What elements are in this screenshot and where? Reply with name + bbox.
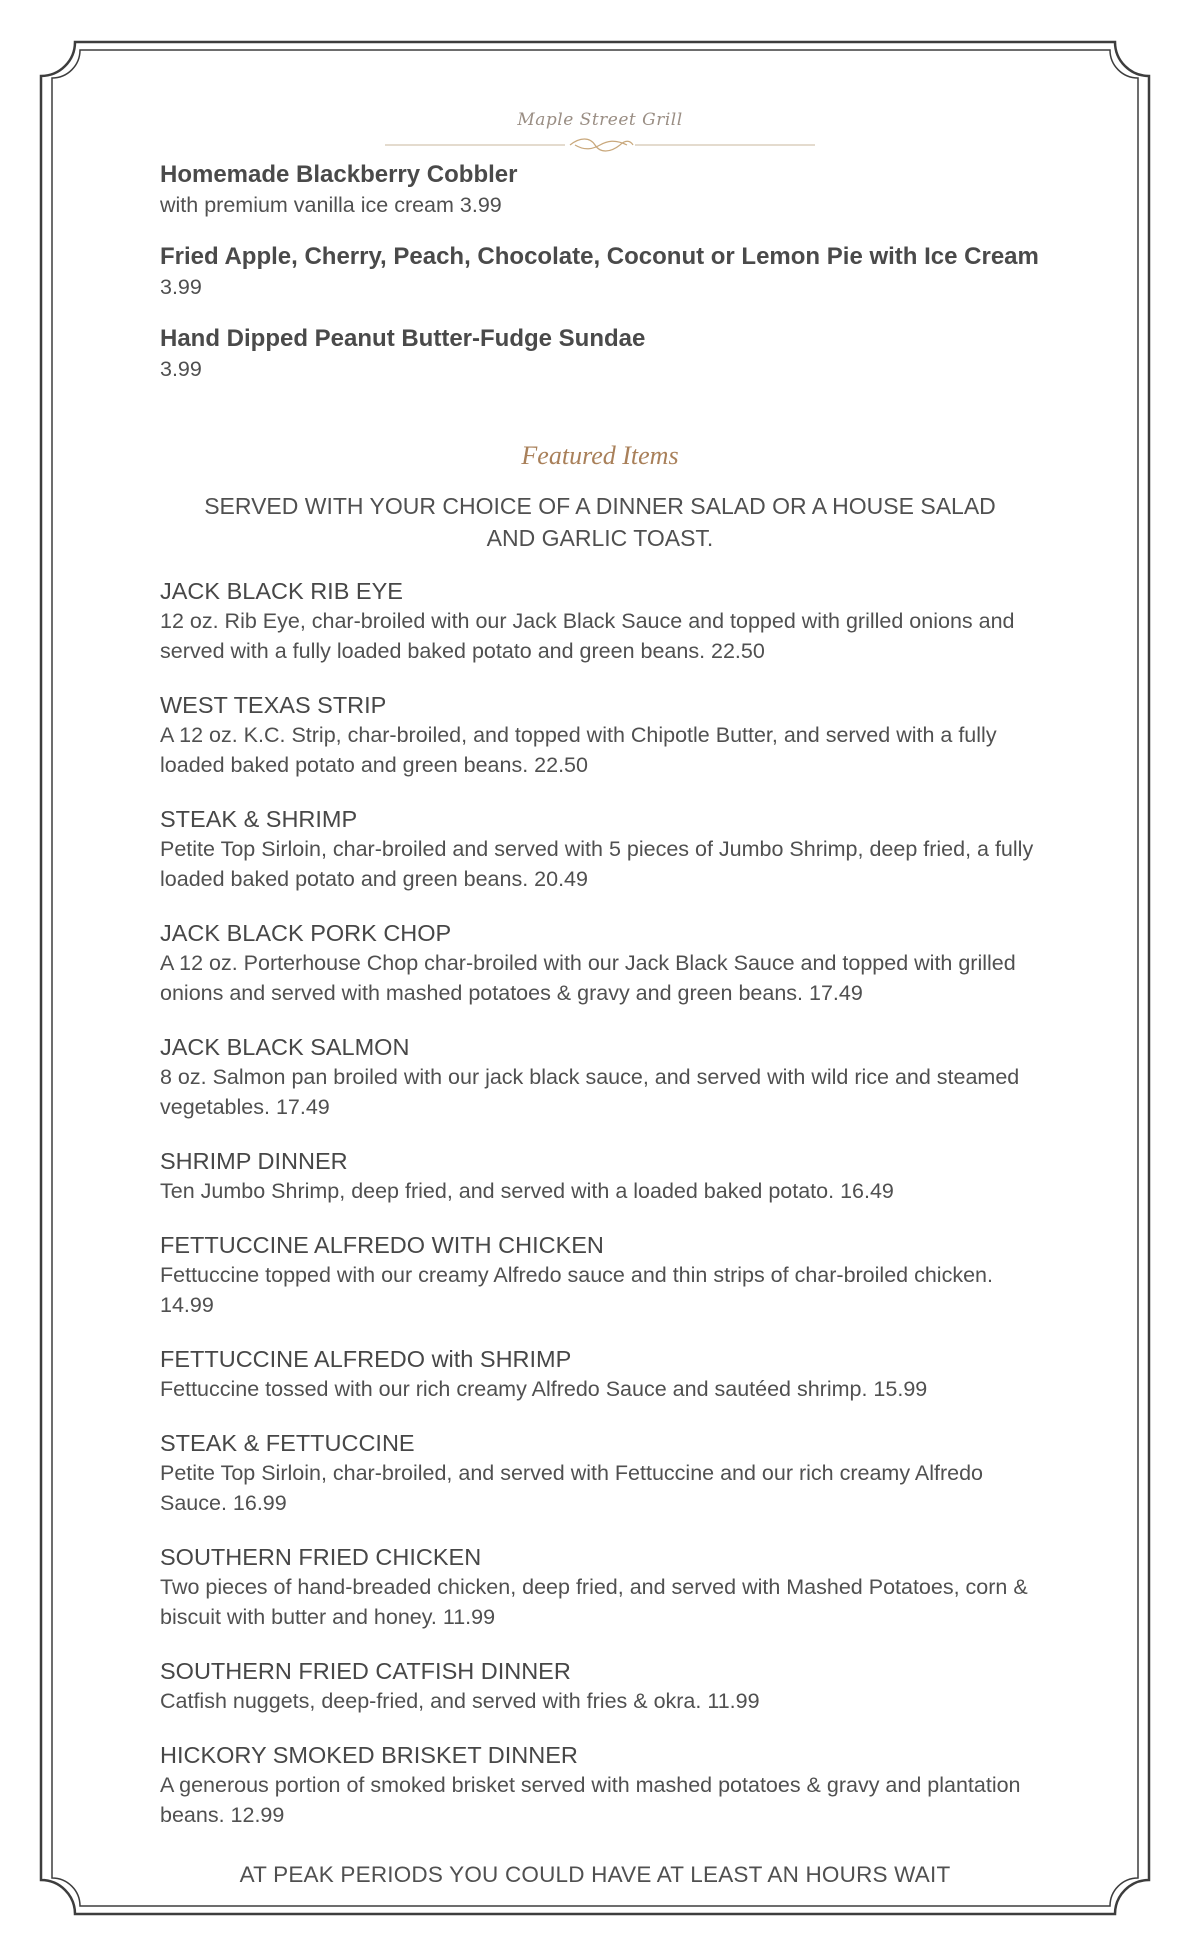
menu-item-name: JACK BLACK SALMON <box>160 1034 410 1060</box>
menu-item-name: JACK BLACK PORK CHOP <box>160 920 452 946</box>
menu-item <box>160 804 1040 894</box>
menu-item-description: Two pieces of hand-breaded chicken, deep fried, and served with Mashed Potatoes, corn & biscuit with butter and honey. 11.99 <box>160 1575 1028 1629</box>
menu-item-description: Petite Top Sirloin, char-broiled and served with 5 pieces of Jumbo Shrimp, deep fried, a fully loaded baked potato and green beans. 20.49 <box>160 837 1034 891</box>
menu-item-name: STEAK & SHRIMP <box>160 806 358 832</box>
ornament-divider-icon <box>385 135 815 155</box>
menu-item <box>160 1542 1040 1632</box>
menu-item <box>160 1344 1040 1404</box>
menu-item-name: STEAK & FETTUCCINE <box>160 1430 415 1456</box>
menu-item <box>160 1428 1040 1518</box>
menu-item-description: 3.99 <box>160 357 202 381</box>
menu-item-description: 12 oz. Rib Eye, char-broiled with our Jack Black Sauce and topped with grilled onions and served with a fully loaded baked potato and green beans. 22.50 <box>160 609 1015 663</box>
menu-item-name: Hand Dipped Peanut Butter-Fudge Sundae <box>160 325 646 352</box>
menu-page <box>160 100 1040 1854</box>
menu-item <box>160 1656 1040 1716</box>
menu-item-name: SOUTHERN FRIED CATFISH DINNER <box>160 1658 571 1684</box>
menu-item-description: Fettuccine tossed with our rich creamy Alfredo Sauce and sautéed shrimp. 15.99 <box>160 1377 928 1401</box>
menu-item-description: A 12 oz. Porterhouse Chop char-broiled with our Jack Black Sauce and topped with grilled onions and served with mashed potatoes & gravy and green beans. 17.49 <box>160 951 1016 1005</box>
section-title-featured: Featured Items <box>521 441 679 470</box>
menu-item-name: WEST TEXAS STRIP <box>160 692 387 718</box>
menu-item-description: A 12 oz. K.C. Strip, char-broiled, and topped with Chipotle Butter, and served with a fully loaded baked potato and green beans. 22.50 <box>160 723 997 777</box>
dessert-list <box>160 160 1040 384</box>
menu-item-description: A generous portion of smoked brisket served with mashed potatoes & gravy and plantation beans. 12.99 <box>160 1773 1021 1827</box>
menu-item-description: Catfish nuggets, deep-fried, and served with fries & okra. 11.99 <box>160 1689 760 1713</box>
menu-item-description: with premium vanilla ice cream 3.99 <box>160 193 502 217</box>
menu-item-name: JACK BLACK RIB EYE <box>160 578 403 604</box>
menu-item <box>160 1740 1040 1830</box>
brand-logo-text: Maple Street Grill <box>517 110 683 130</box>
menu-item <box>160 1032 1040 1122</box>
menu-item <box>160 242 1040 302</box>
menu-item-name: FETTUCCINE ALFREDO with SHRIMP <box>160 1346 572 1372</box>
menu-item <box>160 1230 1040 1320</box>
page-header <box>160 100 1040 160</box>
menu-item-name: Fried Apple, Cherry, Peach, Chocolate, Coconut or Lemon Pie with Ice Cream <box>160 243 1039 270</box>
menu-item-name: SOUTHERN FRIED CHICKEN <box>160 1544 482 1570</box>
menu-item-description: 8 oz. Salmon pan broiled with our jack black sauce, and served with wild rice and steamed vegetables. 17.49 <box>160 1065 1020 1119</box>
section-note: SERVED WITH YOUR CHOICE OF A DINNER SALAD OR A HOUSE SALAD AND GARLIC TOAST. <box>204 493 996 551</box>
menu-item-name: SHRIMP DINNER <box>160 1148 348 1174</box>
featured-list <box>160 576 1040 1830</box>
menu-item-name: HICKORY SMOKED BRISKET DINNER <box>160 1742 578 1768</box>
menu-item <box>160 918 1040 1008</box>
menu-item <box>160 576 1040 666</box>
menu-item-description: 3.99 <box>160 275 202 299</box>
menu-item <box>160 160 1040 220</box>
menu-item-description: Fettuccine topped with our creamy Alfredo sauce and thin strips of char-broiled chicken. 14.99 <box>160 1263 993 1317</box>
menu-item-name: FETTUCCINE ALFREDO WITH CHICKEN <box>160 1232 604 1258</box>
footer-note: AT PEAK PERIODS YOU COULD HAVE AT LEAST AN HOURS WAIT <box>239 1862 951 1887</box>
menu-item <box>160 690 1040 780</box>
menu-item-description: Petite Top Sirloin, char-broiled, and served with Fettuccine and our rich creamy Alfredo Sauce. 16.99 <box>160 1461 983 1515</box>
menu-item <box>160 1146 1040 1206</box>
menu-item <box>160 324 1040 384</box>
menu-item-description: Ten Jumbo Shrimp, deep fried, and served with a loaded baked potato. 16.49 <box>160 1179 894 1203</box>
menu-item-name: Homemade Blackberry Cobbler <box>160 161 518 188</box>
